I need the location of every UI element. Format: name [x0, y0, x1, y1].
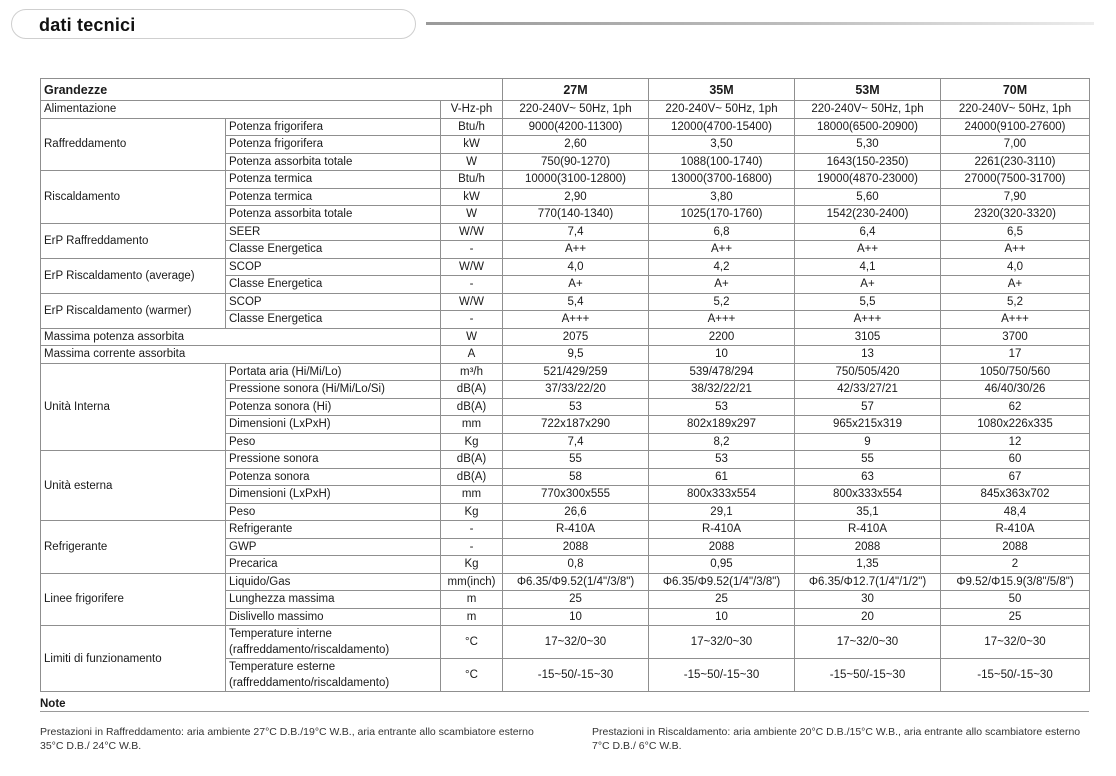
row-value: 26,6: [503, 503, 649, 521]
row-value: 18000(6500-20900): [795, 118, 941, 136]
row-param-label: Potenza sonora (Hi): [226, 398, 441, 416]
row-value: 6,5: [941, 223, 1090, 241]
row-value: 35,1: [795, 503, 941, 521]
row-value: 800x333x554: [795, 486, 941, 504]
row-value: 521/429/259: [503, 363, 649, 381]
table-header-row: [41, 79, 1090, 101]
row-param-label: Classe Energetica: [226, 241, 441, 259]
row-value: 0,95: [649, 556, 795, 574]
row-unit: V-Hz-ph: [441, 101, 503, 119]
model-header: 70M: [941, 79, 1090, 101]
row-value: Φ9.52/Φ15.9(3/8"/5/8"): [941, 573, 1090, 591]
row-value: 1050/750/560: [941, 363, 1090, 381]
table-row: [41, 346, 1090, 364]
row-value: A+++: [941, 311, 1090, 329]
row-value: 13000(3700-16800): [649, 171, 795, 189]
row-unit: mm: [441, 416, 503, 434]
row-value: 5,2: [649, 293, 795, 311]
row-value: 17~32/0~30: [503, 626, 649, 659]
row-value: R-410A: [795, 521, 941, 539]
row-unit: W/W: [441, 223, 503, 241]
row-value: 5,5: [795, 293, 941, 311]
row-value: 4,2: [649, 258, 795, 276]
row-value: 42/33/27/21: [795, 381, 941, 399]
row-param-label: Temperature interne (raffreddamento/riscaldamento): [226, 626, 441, 659]
row-value: 29,1: [649, 503, 795, 521]
row-value: 5,60: [795, 188, 941, 206]
row-value: 20: [795, 608, 941, 626]
row-unit: mm: [441, 486, 503, 504]
table-row: [41, 521, 1090, 539]
row-group-label: ErP Riscaldamento (average): [41, 258, 226, 293]
table-row: [41, 626, 1090, 659]
row-unit: °C: [441, 659, 503, 692]
row-value: 7,4: [503, 433, 649, 451]
row-value: 25: [503, 591, 649, 609]
row-value: 7,00: [941, 136, 1090, 154]
row-param-label: Potenza assorbita totale: [226, 206, 441, 224]
row-value: 1080x226x335: [941, 416, 1090, 434]
row-value: 2088: [795, 538, 941, 556]
row-param-label: Potenza frigorifera: [226, 136, 441, 154]
row-param-label: Precarica: [226, 556, 441, 574]
row-group-label: Linee frigorifere: [41, 573, 226, 626]
row-value: 770(140-1340): [503, 206, 649, 224]
row-param-label: Potenza sonora: [226, 468, 441, 486]
row-value: 3700: [941, 328, 1090, 346]
row-value: 17: [941, 346, 1090, 364]
row-value: 25: [941, 608, 1090, 626]
row-value: Φ6.35/Φ9.52(1/4"/3/8"): [649, 573, 795, 591]
row-value: 800x333x554: [649, 486, 795, 504]
row-value: 1025(170-1760): [649, 206, 795, 224]
row-unit: -: [441, 538, 503, 556]
row-value: 48,4: [941, 503, 1090, 521]
row-value: A++: [941, 241, 1090, 259]
row-unit: dB(A): [441, 468, 503, 486]
row-value: 30: [795, 591, 941, 609]
row-unit: m: [441, 608, 503, 626]
row-group-label: Unità esterna: [41, 451, 226, 521]
row-param-label: Liquido/Gas: [226, 573, 441, 591]
row-value: 3105: [795, 328, 941, 346]
row-param-label: Dislivello massimo: [226, 608, 441, 626]
row-value: 53: [649, 451, 795, 469]
row-value: 0,8: [503, 556, 649, 574]
row-value: 1643(150-2350): [795, 153, 941, 171]
row-param-label: Potenza termica: [226, 188, 441, 206]
row-value: 61: [649, 468, 795, 486]
row-group-label: Unità Interna: [41, 363, 226, 451]
table-row: [41, 118, 1090, 136]
header-label: Grandezze: [41, 79, 503, 101]
row-value: Φ6.35/Φ9.52(1/4"/3/8"): [503, 573, 649, 591]
spec-table: [40, 78, 1090, 692]
row-value: 2: [941, 556, 1090, 574]
row-value: -15~50/-15~30: [649, 659, 795, 692]
row-param-label: Pressione sonora: [226, 451, 441, 469]
row-value: 55: [795, 451, 941, 469]
row-unit: W/W: [441, 293, 503, 311]
row-value: 539/478/294: [649, 363, 795, 381]
row-value: 750/505/420: [795, 363, 941, 381]
row-value: 58: [503, 468, 649, 486]
row-value: 722x187x290: [503, 416, 649, 434]
row-value: 13: [795, 346, 941, 364]
row-param-label: Refrigerante: [226, 521, 441, 539]
row-unit: -: [441, 241, 503, 259]
row-param-label: Dimensioni (LxPxH): [226, 416, 441, 434]
row-value: 7,4: [503, 223, 649, 241]
row-unit: m: [441, 591, 503, 609]
row-group-label: Massima potenza assorbita: [41, 328, 441, 346]
row-value: 17~32/0~30: [649, 626, 795, 659]
row-unit: dB(A): [441, 451, 503, 469]
row-value: 3,80: [649, 188, 795, 206]
row-value: 10: [649, 608, 795, 626]
row-group-label: Alimentazione: [41, 101, 441, 119]
spec-table-body: [41, 79, 1090, 692]
row-param-label: SEER: [226, 223, 441, 241]
row-param-label: Pressione sonora (Hi/Mi/Lo/Si): [226, 381, 441, 399]
row-value: 4,0: [503, 258, 649, 276]
row-value: 46/40/30/26: [941, 381, 1090, 399]
row-value: R-410A: [941, 521, 1090, 539]
row-unit: W: [441, 328, 503, 346]
notes-title: Note: [40, 698, 66, 710]
row-unit: Kg: [441, 433, 503, 451]
row-group-label: Massima corrente assorbita: [41, 346, 441, 364]
row-value: 60: [941, 451, 1090, 469]
model-header: 27M: [503, 79, 649, 101]
row-unit: kW: [441, 136, 503, 154]
row-value: 53: [649, 398, 795, 416]
row-param-label: Lunghezza massima: [226, 591, 441, 609]
row-value: A+++: [795, 311, 941, 329]
row-unit: -: [441, 521, 503, 539]
row-value: A+: [649, 276, 795, 294]
row-unit: Btu/h: [441, 118, 503, 136]
row-value: 5,30: [795, 136, 941, 154]
table-row: [41, 573, 1090, 591]
row-value: Φ6.35/Φ12.7(1/4"/1/2"): [795, 573, 941, 591]
row-value: 2320(320-3320): [941, 206, 1090, 224]
row-value: 220-240V~ 50Hz, 1ph: [503, 101, 649, 119]
row-value: 17~32/0~30: [795, 626, 941, 659]
row-value: 67: [941, 468, 1090, 486]
row-value: 4,1: [795, 258, 941, 276]
page-title: dati tecnici: [39, 15, 136, 35]
row-value: 25: [649, 591, 795, 609]
row-value: 12000(4700-15400): [649, 118, 795, 136]
row-unit: Kg: [441, 556, 503, 574]
note-cooling: Prestazioni in Raffreddamento: aria ambiente 27°C D.B./19°C W.B., aria entrante allo scambiatore esterno 35°C D.B./ 24°C W.B.: [40, 726, 534, 752]
row-value: 965x215x319: [795, 416, 941, 434]
row-value: 62: [941, 398, 1090, 416]
row-param-label: Peso: [226, 503, 441, 521]
row-param-label: Temperature esterne (raffreddamento/riscaldamento): [226, 659, 441, 692]
row-value: 12: [941, 433, 1090, 451]
row-value: 845x363x702: [941, 486, 1090, 504]
row-group-label: Refrigerante: [41, 521, 226, 574]
model-header: 35M: [649, 79, 795, 101]
table-row: [41, 171, 1090, 189]
row-value: 9,5: [503, 346, 649, 364]
row-value: 8,2: [649, 433, 795, 451]
row-unit: °C: [441, 626, 503, 659]
row-unit: Kg: [441, 503, 503, 521]
row-unit: kW: [441, 188, 503, 206]
row-value: -15~50/-15~30: [503, 659, 649, 692]
row-value: -15~50/-15~30: [795, 659, 941, 692]
row-value: 2088: [941, 538, 1090, 556]
row-param-label: Dimensioni (LxPxH): [226, 486, 441, 504]
row-value: 57: [795, 398, 941, 416]
row-value: R-410A: [649, 521, 795, 539]
row-value: 5,4: [503, 293, 649, 311]
row-param-label: Potenza termica: [226, 171, 441, 189]
row-group-label: Limiti di funzionamento: [41, 626, 226, 692]
row-value: 1542(230-2400): [795, 206, 941, 224]
row-unit: W: [441, 206, 503, 224]
row-group-label: ErP Raffreddamento: [41, 223, 226, 258]
row-param-label: GWP: [226, 538, 441, 556]
row-unit: dB(A): [441, 398, 503, 416]
row-param-label: Classe Energetica: [226, 276, 441, 294]
row-value: 2,90: [503, 188, 649, 206]
row-value: 2200: [649, 328, 795, 346]
row-param-label: Potenza frigorifera: [226, 118, 441, 136]
row-value: 220-240V~ 50Hz, 1ph: [941, 101, 1090, 119]
title-divider: [426, 22, 1094, 25]
row-value: 17~32/0~30: [941, 626, 1090, 659]
section-title-box: [11, 9, 416, 39]
row-value: 27000(7500-31700): [941, 171, 1090, 189]
note-heating: Prestazioni in Riscaldamento: aria ambiente 20°C D.B./15°C W.B., aria entrante allo scambiatore esterno 7°C D.B./ 6°C W.B.: [592, 726, 1081, 752]
table-row: [41, 451, 1090, 469]
table-row: [41, 101, 1090, 119]
row-value: 1088(100-1740): [649, 153, 795, 171]
row-value: R-410A: [503, 521, 649, 539]
row-value: 2,60: [503, 136, 649, 154]
row-value: A++: [503, 241, 649, 259]
row-unit: dB(A): [441, 381, 503, 399]
row-value: 53: [503, 398, 649, 416]
row-value: 750(90-1270): [503, 153, 649, 171]
row-value: A++: [649, 241, 795, 259]
row-value: 10: [649, 346, 795, 364]
table-row: [41, 223, 1090, 241]
table-row: [41, 293, 1090, 311]
row-value: 6,8: [649, 223, 795, 241]
model-header: 53M: [795, 79, 941, 101]
row-param-label: Peso: [226, 433, 441, 451]
row-value: 7,90: [941, 188, 1090, 206]
row-value: 2088: [649, 538, 795, 556]
table-row: [41, 328, 1090, 346]
row-value: 9000(4200-11300): [503, 118, 649, 136]
row-param-label: SCOP: [226, 293, 441, 311]
row-value: 220-240V~ 50Hz, 1ph: [649, 101, 795, 119]
row-unit: W/W: [441, 258, 503, 276]
row-value: 802x189x297: [649, 416, 795, 434]
row-value: 10000(3100-12800): [503, 171, 649, 189]
row-value: A++: [795, 241, 941, 259]
row-param-label: SCOP: [226, 258, 441, 276]
row-value: 24000(9100-27600): [941, 118, 1090, 136]
row-unit: mm(inch): [441, 573, 503, 591]
row-value: 5,2: [941, 293, 1090, 311]
row-value: 19000(4870-23000): [795, 171, 941, 189]
row-value: 37/33/22/20: [503, 381, 649, 399]
row-group-label: ErP Riscaldamento (warmer): [41, 293, 226, 328]
row-unit: m³/h: [441, 363, 503, 381]
row-param-label: Potenza assorbita totale: [226, 153, 441, 171]
row-value: 2088: [503, 538, 649, 556]
row-value: A+: [503, 276, 649, 294]
row-value: 55: [503, 451, 649, 469]
row-value: 9: [795, 433, 941, 451]
row-group-label: Raffreddamento: [41, 118, 226, 171]
row-value: 3,50: [649, 136, 795, 154]
table-row: [41, 258, 1090, 276]
row-unit: W: [441, 153, 503, 171]
row-value: A+++: [649, 311, 795, 329]
row-value: 63: [795, 468, 941, 486]
row-value: 770x300x555: [503, 486, 649, 504]
row-group-label: Riscaldamento: [41, 171, 226, 224]
row-value: A+++: [503, 311, 649, 329]
row-value: 2075: [503, 328, 649, 346]
row-value: 38/32/22/21: [649, 381, 795, 399]
row-value: A+: [795, 276, 941, 294]
table-row: [41, 363, 1090, 381]
row-value: 2261(230-3110): [941, 153, 1090, 171]
row-value: 50: [941, 591, 1090, 609]
row-unit: A: [441, 346, 503, 364]
row-value: 4,0: [941, 258, 1090, 276]
row-value: 220-240V~ 50Hz, 1ph: [795, 101, 941, 119]
row-value: 1,35: [795, 556, 941, 574]
notes-divider: [40, 711, 1089, 712]
row-value: 6,4: [795, 223, 941, 241]
row-value: A+: [941, 276, 1090, 294]
row-unit: -: [441, 276, 503, 294]
row-value: 10: [503, 608, 649, 626]
row-param-label: Portata aria (Hi/Mi/Lo): [226, 363, 441, 381]
row-unit: -: [441, 311, 503, 329]
row-unit: Btu/h: [441, 171, 503, 189]
row-value: -15~50/-15~30: [941, 659, 1090, 692]
row-param-label: Classe Energetica: [226, 311, 441, 329]
